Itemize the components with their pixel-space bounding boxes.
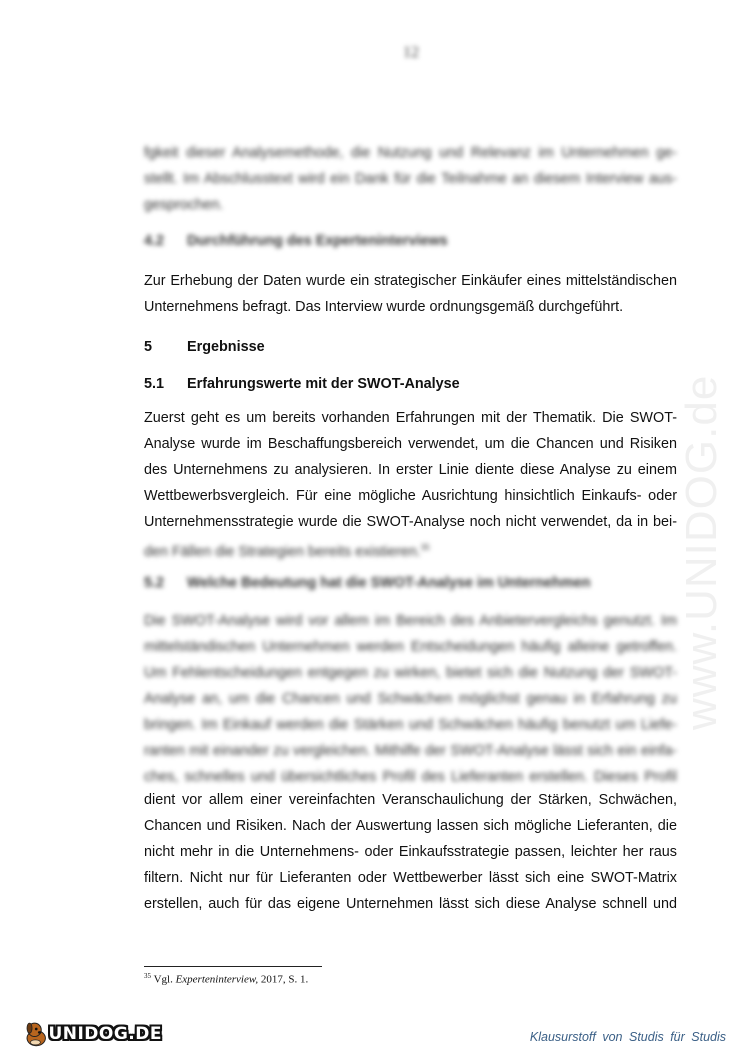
heading-title: Erfahrungswerte mit der SWOT-Analyse bbox=[187, 376, 460, 392]
watermark-text: www.UNIDOG.de bbox=[677, 374, 726, 730]
text-line: Zuerst geht es um bereits vorhanden Erfahrungen mit der Thematik. Die SWOT- bbox=[144, 410, 677, 426]
slogan: Klausurstoff von Studis für Studis bbox=[529, 1030, 726, 1044]
logo-text: UNIDOG.DE bbox=[48, 1024, 162, 1044]
heading-number: 4.2 bbox=[144, 233, 165, 249]
text-line: Wettbewerbsvergleich. Für eine mögliche Ausrichtung hinsichtlich Einkaufs- oder bbox=[144, 488, 677, 504]
text-line: mittelständischen Unternehmen werden Entscheidungen häufig alleine getroffen. bbox=[144, 639, 677, 655]
footnote-suffix: 2017, S. 1. bbox=[258, 973, 309, 986]
footnote-prefix: Vgl. bbox=[153, 973, 176, 986]
text-line: filtern. Nicht nur für Lieferanten oder Wettbewerber lässt sich eine SWOT-Matrix bbox=[144, 870, 677, 886]
text-line: Unternehmens befragt. Das Interview wurde ordnungsgemäß durchgeführt. bbox=[144, 299, 624, 315]
paragraph-4-2 bbox=[144, 268, 677, 320]
footnote-italic: Experteninterview, bbox=[175, 973, 259, 986]
heading-number: 5.2 bbox=[144, 575, 165, 591]
text-line: des Unternehmens zu analysieren. In erster Linie diente diese Analyse zu einem bbox=[144, 462, 677, 478]
text-line: Zur Erhebung der Daten wurde ein strategischer Einkäufer eines mittelständischen bbox=[144, 273, 677, 289]
paragraph-5-2-blurred bbox=[144, 608, 677, 790]
heading-title: Ergebnisse bbox=[187, 339, 265, 355]
paragraph-5-2 bbox=[144, 787, 677, 917]
footnote-separator bbox=[144, 966, 322, 967]
dog-icon bbox=[22, 1017, 50, 1051]
text-line: Um Fehlentscheidungen entgegen zu wirken, bietet sich die Nutzung der SWOT- bbox=[144, 665, 677, 681]
text-line: Unternehmensstrategie wurde die SWOT-Analyse noch nicht verwendet, da in bei- bbox=[144, 514, 677, 530]
text-line: ches, schnelles und übersichtliches Profil des Lieferanten erstellen. Dieses Profil bbox=[144, 769, 677, 785]
text-line: Die SWOT-Analyse wird vor allem im Bereich des Anbietervergleichs genutzt. Im bbox=[144, 613, 677, 629]
heading-title: Durchführung des Experteninterviews bbox=[187, 233, 448, 249]
blurred-text: den Fällen die Strategien bereits existieren. bbox=[144, 543, 421, 560]
text-line: Analyse wurde im Beschaffungsbereich verwendet, um die Chancen und Risiken bbox=[144, 436, 677, 452]
text-line: dient vor allem einer vereinfachten Veranschaulichung der Stärken, Schwächen, bbox=[144, 792, 677, 808]
heading-4-2 bbox=[144, 233, 448, 249]
text-line: Analyse an, um die Chancen und Schwächen möglichst genau in Erfahrung zu bbox=[144, 691, 677, 707]
unidog-logo[interactable] bbox=[22, 1016, 162, 1052]
text-line: gesprochen. bbox=[144, 197, 224, 213]
page-number: 12 bbox=[403, 44, 419, 61]
text-line: stellt. Im Abschlusstext wird ein Dank für die Teilnahme an diesem Interview aus- bbox=[144, 171, 677, 187]
heading-number: 5.1 bbox=[144, 376, 165, 392]
text-line: ranten mit einander zu vergleichen. Mithilfe der SWOT-Analyse lässt sich ein einfa- bbox=[144, 743, 677, 759]
heading-number: 5 bbox=[144, 339, 153, 355]
text-line: bringen. Im Einkauf werden die Stärken und Schwächen häufig benutzt um Liefe- bbox=[144, 717, 677, 733]
text-line: fgkeit dieser Analysemethode, die Nutzung und Relevanz im Unternehmen ge- bbox=[144, 145, 677, 161]
paragraph-5-1 bbox=[144, 405, 677, 561]
intro-paragraph bbox=[144, 140, 677, 218]
text-line: nicht mehr in die Unternehmens- oder Einkaufsstrategie passen, leichter her raus bbox=[144, 844, 677, 860]
heading-5 bbox=[144, 339, 265, 355]
heading-title: Welche Bedeutung hat die SWOT-Analyse im Unternehmen bbox=[187, 575, 591, 591]
text-line: erstellen, auch für das eigene Unternehmen lässt sich diese Analyse schnell und bbox=[144, 896, 677, 912]
text-line-blurred bbox=[144, 535, 677, 561]
heading-5-2 bbox=[144, 575, 591, 591]
text-line: Chancen und Risiken. Nach der Auswertung lassen sich mögliche Lieferanten, die bbox=[144, 818, 677, 834]
footnote bbox=[144, 972, 308, 986]
footnote-number: 35 bbox=[144, 972, 151, 980]
heading-5-1 bbox=[144, 376, 460, 392]
footnote-ref: 35 bbox=[420, 543, 430, 552]
